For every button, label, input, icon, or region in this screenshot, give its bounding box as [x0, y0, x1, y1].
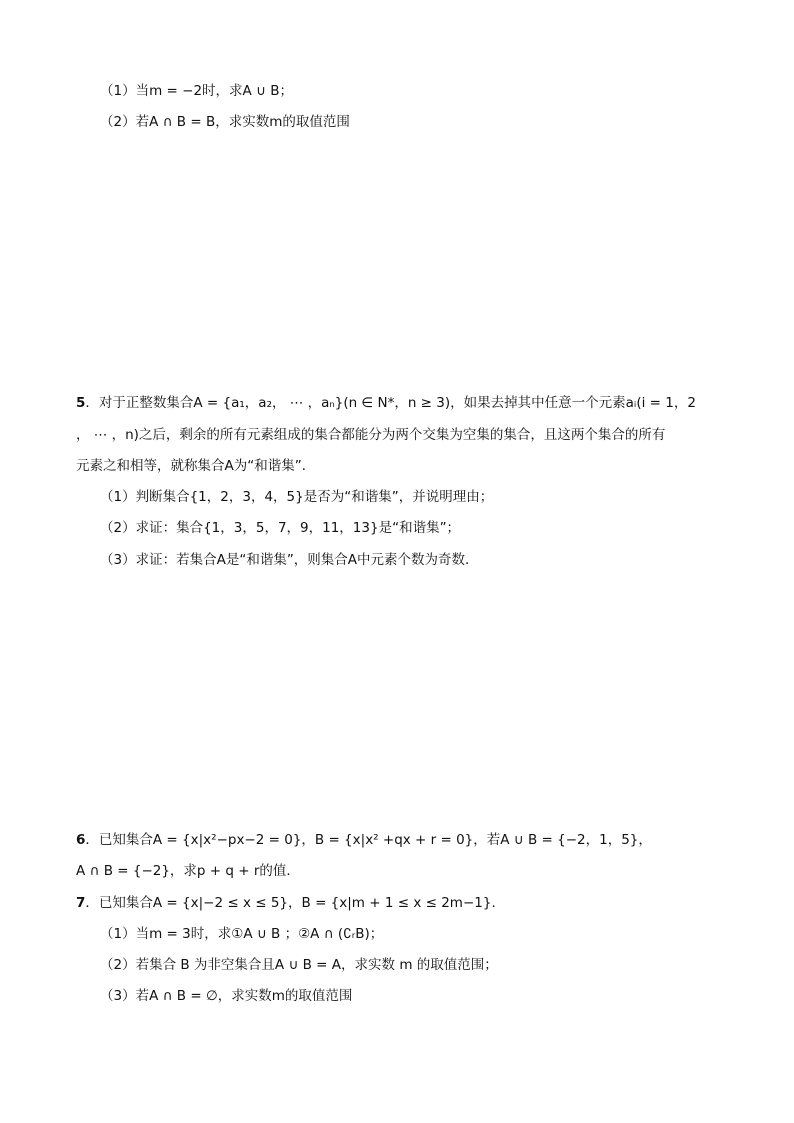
- q4-part-1: （1）当m = −2时，求A ∪ B；: [100, 83, 293, 99]
- q5-number: 5: [76, 395, 86, 411]
- q4-part-2: （2）若A ∩ B = B，求实数m的取值范围: [100, 114, 350, 130]
- q7-stem-1: ．已知集合A = {x|−2 ≤ x ≤ 5}，B = {x|m + 1 ≤ x ≤ 2m−1}.: [85, 895, 496, 911]
- q6-line-2: A ∩ B = {−2}，求p + q + r的值．: [76, 863, 300, 879]
- q7-number: 7: [76, 895, 86, 911]
- q5-line-1: [76, 393, 696, 413]
- q5-line-3: 元素之和相等，就称集合A为“和谐集”．: [76, 458, 316, 474]
- q6-line-1: [76, 830, 652, 850]
- q7-part-1: （1）当m = 3时，求①A ∪ B ；②A ∩ (∁ᵣB)；: [100, 926, 384, 942]
- q6-number: 6: [76, 832, 86, 848]
- q7-part-3: （3）若A ∩ B = ∅，求实数m的取值范围: [100, 988, 353, 1004]
- q7-part-2: （2）若集合 B 为非空集合且A ∪ B = A，求实数 m 的取值范围；: [100, 957, 498, 973]
- q5-stem-1: ．对于正整数集合A = {a₁，a₂， ⋯ ，aₙ}(n ∈ N*，n ≥ 3)，如果去掉其中任意一个元素aᵢ(i = 1，2: [85, 395, 696, 411]
- q5-part-3: （3）求证：若集合A是“和谐集”，则集合A中元素个数为奇数．: [100, 552, 479, 568]
- q6-stem-1: ．已知集合A = {x|x²−px−2 = 0}，B = {x|x² +qx + r = 0}，若A ∪ B = {−2，1，5}，: [85, 832, 652, 848]
- q5-part-2: （2）求证：集合{1，3，5，7，9，11，13}是“和谐集”；: [100, 520, 461, 536]
- q7-line-1: [76, 893, 496, 913]
- q5-line-2: ， ⋯ ，n)之后，剩余的所有元素组成的集合都能分为两个交集为空集的集合，且这两个集合的所有: [76, 427, 666, 443]
- q5-part-1: （1）判断集合{1，2，3，4，5}是否为“和谐集”，并说明理由；: [100, 489, 494, 505]
